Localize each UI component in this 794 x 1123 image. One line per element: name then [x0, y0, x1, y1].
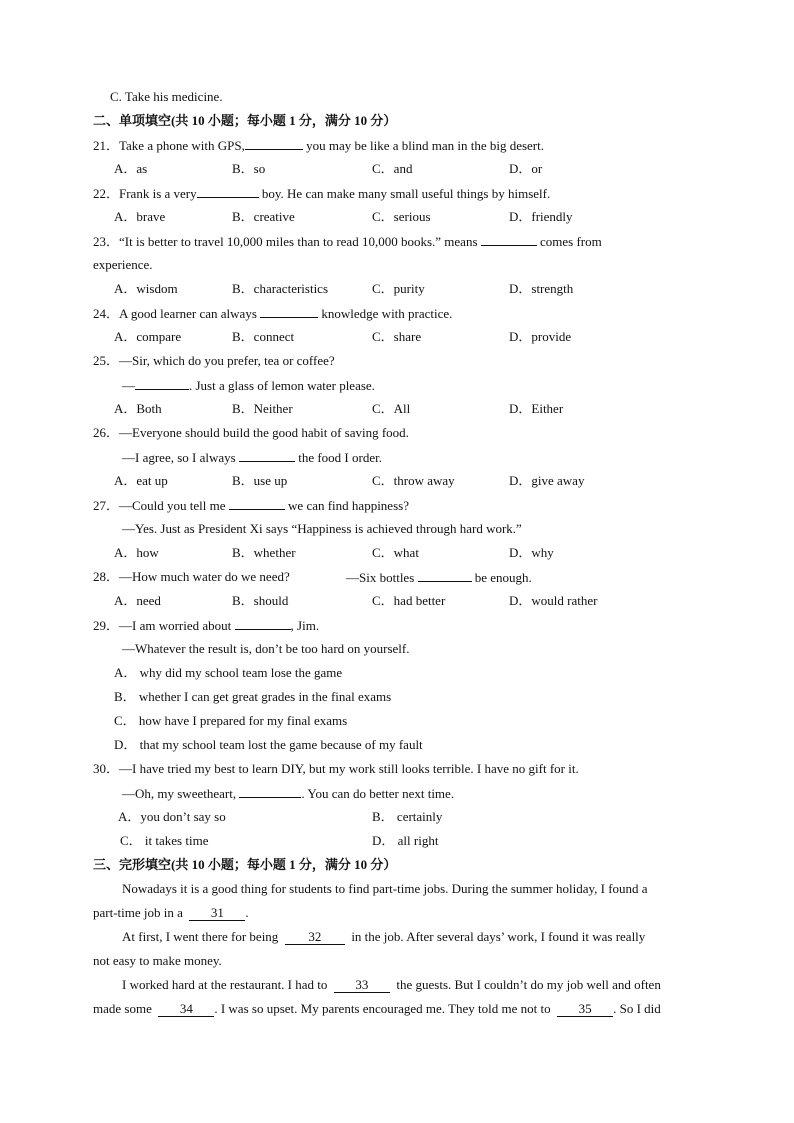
question-21: 21．Take a phone with GPS, you may be like a blind man in the big desert. [93, 138, 544, 153]
answer-blank [418, 569, 472, 582]
q29-option-b: B． whether I can get great grades in the final exams [114, 689, 392, 704]
passage-line-6: made some 34 . I was so upset. My parents encouraged me. They told me not to 35 . So I did [93, 1001, 661, 1016]
q28-option-c: C．had better [372, 593, 446, 608]
question-23-cont: experience. [93, 257, 153, 272]
q27-option-c: C．what [372, 545, 419, 560]
q22-option-b: B．creative [232, 209, 295, 224]
q21-option-a: A．as [114, 161, 148, 176]
q30-option-d: D． all right [372, 833, 439, 848]
passage-line-2: part-time job in a 31 . [93, 905, 249, 920]
q23-option-b: B．characteristics [232, 281, 329, 296]
q23-option-a: A．wisdom [114, 281, 178, 296]
q23-option-d: D．strength [509, 281, 574, 296]
q25-option-b: B．Neither [232, 401, 293, 416]
question-22: 22．Frank is a very boy. He can make many small useful things by himself. [93, 186, 551, 201]
cloze-blank-35: 35 [557, 1002, 613, 1017]
prev-option-c: C. Take his medicine. [110, 89, 223, 104]
passage-line-3: At first, I went there for being 32 in the job. After several days’ work, I found it was really [122, 929, 646, 944]
cloze-blank-33: 33 [334, 978, 390, 993]
answer-blank [229, 497, 285, 510]
section-3-title: 三、完形填空(共 10 小题；每小题 1 分，满分 10 分） [93, 857, 397, 872]
q22-option-d: D．friendly [509, 209, 573, 224]
question-25-reply: — . Just a glass of lemon water please. [122, 378, 375, 393]
question-29: 29．—I am worried about , Jim. [93, 618, 320, 633]
q25-option-a: A．Both [114, 401, 162, 416]
question-27: 27．—Could you tell me we can find happiness? [93, 498, 409, 513]
q24-option-b: B．connect [232, 329, 295, 344]
question-29-reply: —Whatever the result is, don’t be too hard on yourself. [122, 641, 410, 656]
cloze-blank-32: 32 [285, 930, 345, 945]
q24-option-a: A．compare [114, 329, 182, 344]
q22-option-a: A．brave [114, 209, 166, 224]
q27-option-d: D．why [509, 545, 554, 560]
q29-option-a: A． why did my school team lose the game [114, 665, 343, 680]
question-28: 28．—How much water do we need? [93, 569, 290, 584]
q23-option-c: C．purity [372, 281, 425, 296]
q26-option-c: C．throw away [372, 473, 455, 488]
question-25: 25．—Sir, which do you prefer, tea or coffee? [93, 353, 335, 368]
q25-option-d: D．Either [509, 401, 564, 416]
q21-option-b: B．so [232, 161, 266, 176]
q28-option-a: A．need [114, 593, 161, 608]
answer-blank [245, 137, 303, 150]
question-28-reply: —Six bottles be enough. [346, 570, 532, 585]
q21-option-d: D．or [509, 161, 543, 176]
answer-blank [135, 377, 189, 390]
q27-option-b: B．whether [232, 545, 296, 560]
q28-option-b: B．should [232, 593, 289, 608]
answer-blank [235, 617, 291, 630]
q28-option-d: D．would rather [509, 593, 598, 608]
q29-option-d: D． that my school team lost the game because of my fault [114, 737, 423, 752]
passage-line-5: I worked hard at the restaurant. I had to 33 the guests. But I couldn’t do my job well and often [122, 977, 661, 992]
q26-option-d: D．give away [509, 473, 585, 488]
q26-option-b: B．use up [232, 473, 288, 488]
q26-option-a: A．eat up [114, 473, 168, 488]
passage-line-1: Nowadays it is a good thing for students to find part-time jobs. During the summer holiday, I found a [122, 881, 648, 896]
q24-option-c: C．share [372, 329, 422, 344]
question-30: 30．—I have tried my best to learn DIY, but my work still looks terrible. I have no gift for it. [93, 761, 579, 776]
q27-option-a: A．how [114, 545, 159, 560]
q21-option-c: C．and [372, 161, 413, 176]
answer-blank [239, 785, 301, 798]
answer-blank [260, 305, 318, 318]
question-23: 23．“It is better to travel 10,000 miles than to read 10,000 books.” means comes from [93, 234, 602, 249]
answer-blank [481, 233, 537, 246]
q30-option-b: B． certainly [372, 809, 443, 824]
question-27-reply: —Yes. Just as President Xi says “Happiness is achieved through hard work.” [122, 521, 522, 536]
q25-option-c: C．All [372, 401, 411, 416]
question-26: 26．—Everyone should build the good habit of saving food. [93, 425, 409, 440]
question-30-reply: —Oh, my sweetheart, . You can do better next time. [122, 786, 455, 801]
q29-option-c: C． how have I prepared for my final exams [114, 713, 348, 728]
answer-blank [239, 449, 295, 462]
cloze-blank-34: 34 [158, 1002, 214, 1017]
cloze-blank-31: 31 [189, 906, 245, 921]
section-2-title: 二、单项填空(共 10 小题；每小题 1 分，满分 10 分） [93, 113, 397, 128]
question-26-reply: —I agree, so I always the food I order. [122, 450, 382, 465]
q30-option-a: A．you don’t say so [118, 809, 226, 824]
q30-option-c: C． it takes time [120, 833, 209, 848]
question-24: 24．A good learner can always knowledge with practice. [93, 306, 453, 321]
passage-line-4: not easy to make money. [93, 953, 222, 968]
answer-blank [197, 185, 259, 198]
q24-option-d: D．provide [509, 329, 572, 344]
q22-option-c: C．serious [372, 209, 431, 224]
